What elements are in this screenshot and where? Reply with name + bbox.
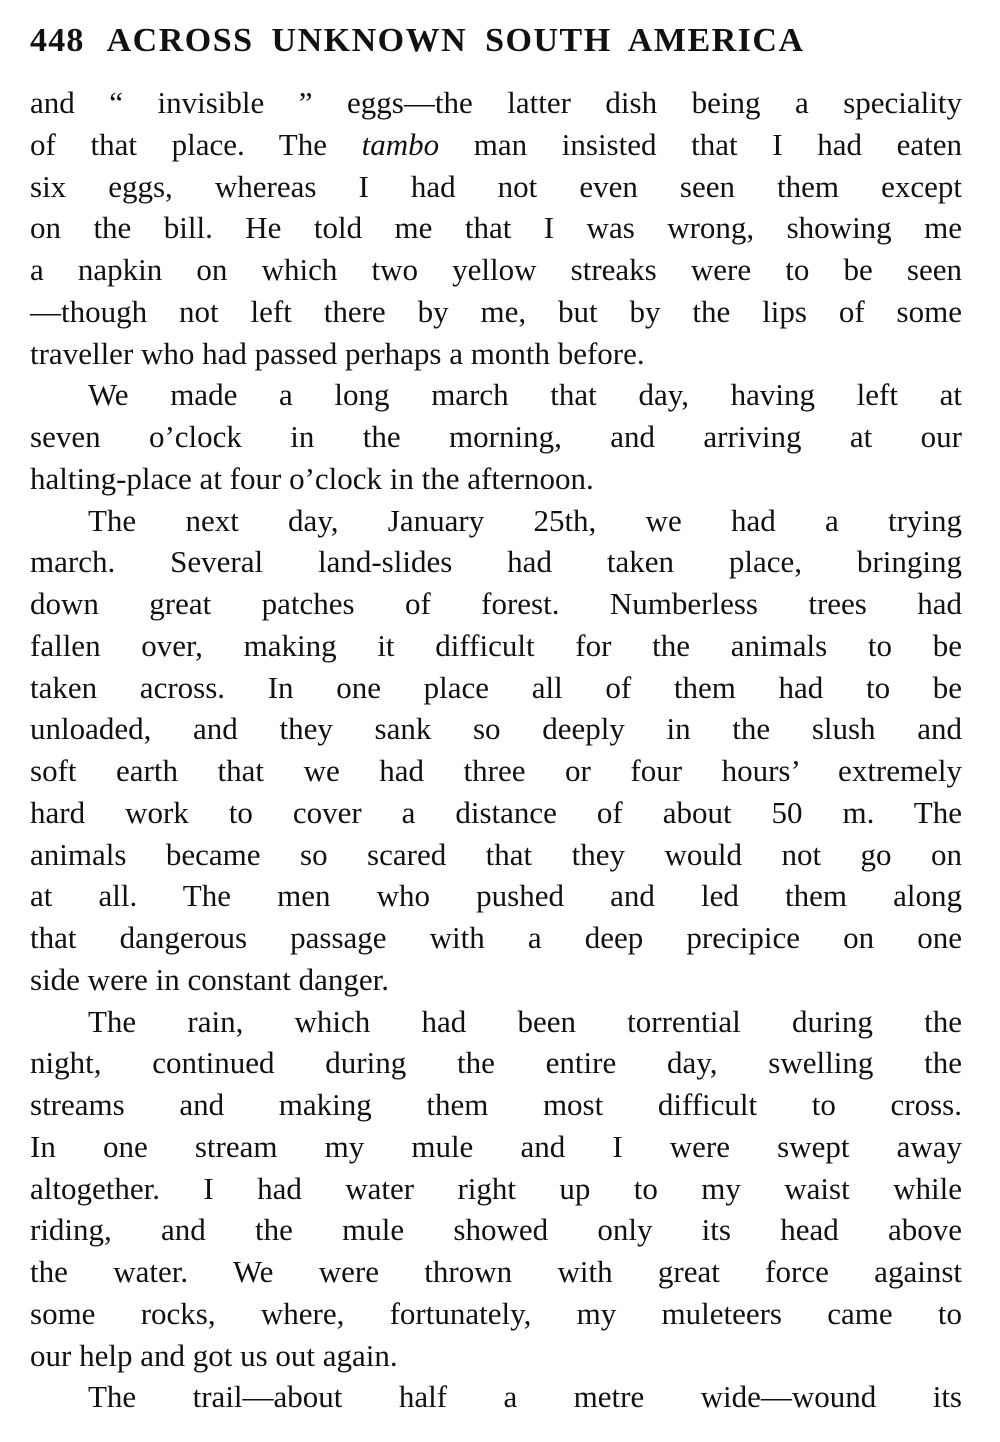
- text-line: on the bill. He told me that I was wrong, showing me: [30, 210, 962, 246]
- text-line: and “ invisible ” eggs—the latter dish being a speciality: [30, 85, 962, 120]
- text-line: march. Several land-slides had taken place, bringing: [30, 544, 962, 580]
- text-line: The next day, January 25th, we had a trying: [88, 502, 962, 538]
- text-line: animals became so scared that they would not go on: [30, 836, 962, 872]
- text-line: the water. We were thrown with great force against: [30, 1254, 962, 1289]
- text-line: traveller who had passed perhaps a month before.: [30, 335, 645, 371]
- text-line: six eggs, whereas I had not even seen them except: [30, 168, 962, 204]
- text-line: side were in constant danger.: [30, 961, 389, 997]
- text-line: that dangerous passage with a deep precipice on one: [30, 920, 962, 955]
- running-head: [30, 22, 962, 68]
- text-line: The trail—about half a metre wide—wound its: [88, 1379, 962, 1415]
- paragraph: [30, 82, 962, 374]
- text-line: seven o’clock in the morning, and arriving at our: [30, 419, 962, 454]
- text-line: at all. The men who pushed and led them along: [30, 878, 962, 914]
- book-title: ACROSS UNKNOWN SOUTH AMERICA: [106, 22, 805, 59]
- text-line: soft earth that we had three or four hours’ extremely: [30, 753, 962, 788]
- text-line: We made a long march that day, having left at: [88, 377, 962, 413]
- page-number: 448: [30, 22, 85, 59]
- paragraph: [30, 500, 962, 1001]
- text-line: riding, and the mule showed only its head above: [30, 1212, 962, 1248]
- text-line: halting-place at four o’clock in the afternoon.: [30, 460, 594, 496]
- body-text: [30, 82, 962, 1418]
- text-line: fallen over, making it difficult for the animals to be: [30, 627, 962, 663]
- text-line: of that place. The tambo man insisted that I had eaten: [30, 126, 962, 162]
- paragraph: [30, 1376, 962, 1418]
- text-line: taken across. In one place all of them had to be: [30, 669, 962, 705]
- text-line: a napkin on which two yellow streaks were to be seen: [30, 252, 962, 287]
- text-line: streams and making them most difficult to cross.: [30, 1087, 962, 1122]
- text-line: some rocks, where, fortunately, my muleteers came to: [30, 1295, 962, 1331]
- text-line: altogether. I had water right up to my waist while: [30, 1170, 962, 1206]
- italic-term: tambo: [361, 126, 440, 162]
- book-page: [30, 22, 962, 1418]
- paragraph: [30, 374, 962, 499]
- text-line: The rain, which had been torrential during the: [88, 1003, 962, 1039]
- text-line: night, continued during the entire day, swelling the: [30, 1045, 962, 1081]
- text-line: —though not left there by me, but by the lips of some: [30, 293, 962, 329]
- text-line: down great patches of forest. Numberless trees had: [30, 586, 962, 621]
- text-line: our help and got us out again.: [30, 1337, 398, 1373]
- text-line: hard work to cover a distance of about 50 m. The: [30, 794, 962, 830]
- text-line: unloaded, and they sank so deeply in the slush and: [30, 711, 962, 747]
- text-line: In one stream my mule and I were swept away: [30, 1128, 962, 1164]
- paragraph: [30, 1001, 962, 1377]
